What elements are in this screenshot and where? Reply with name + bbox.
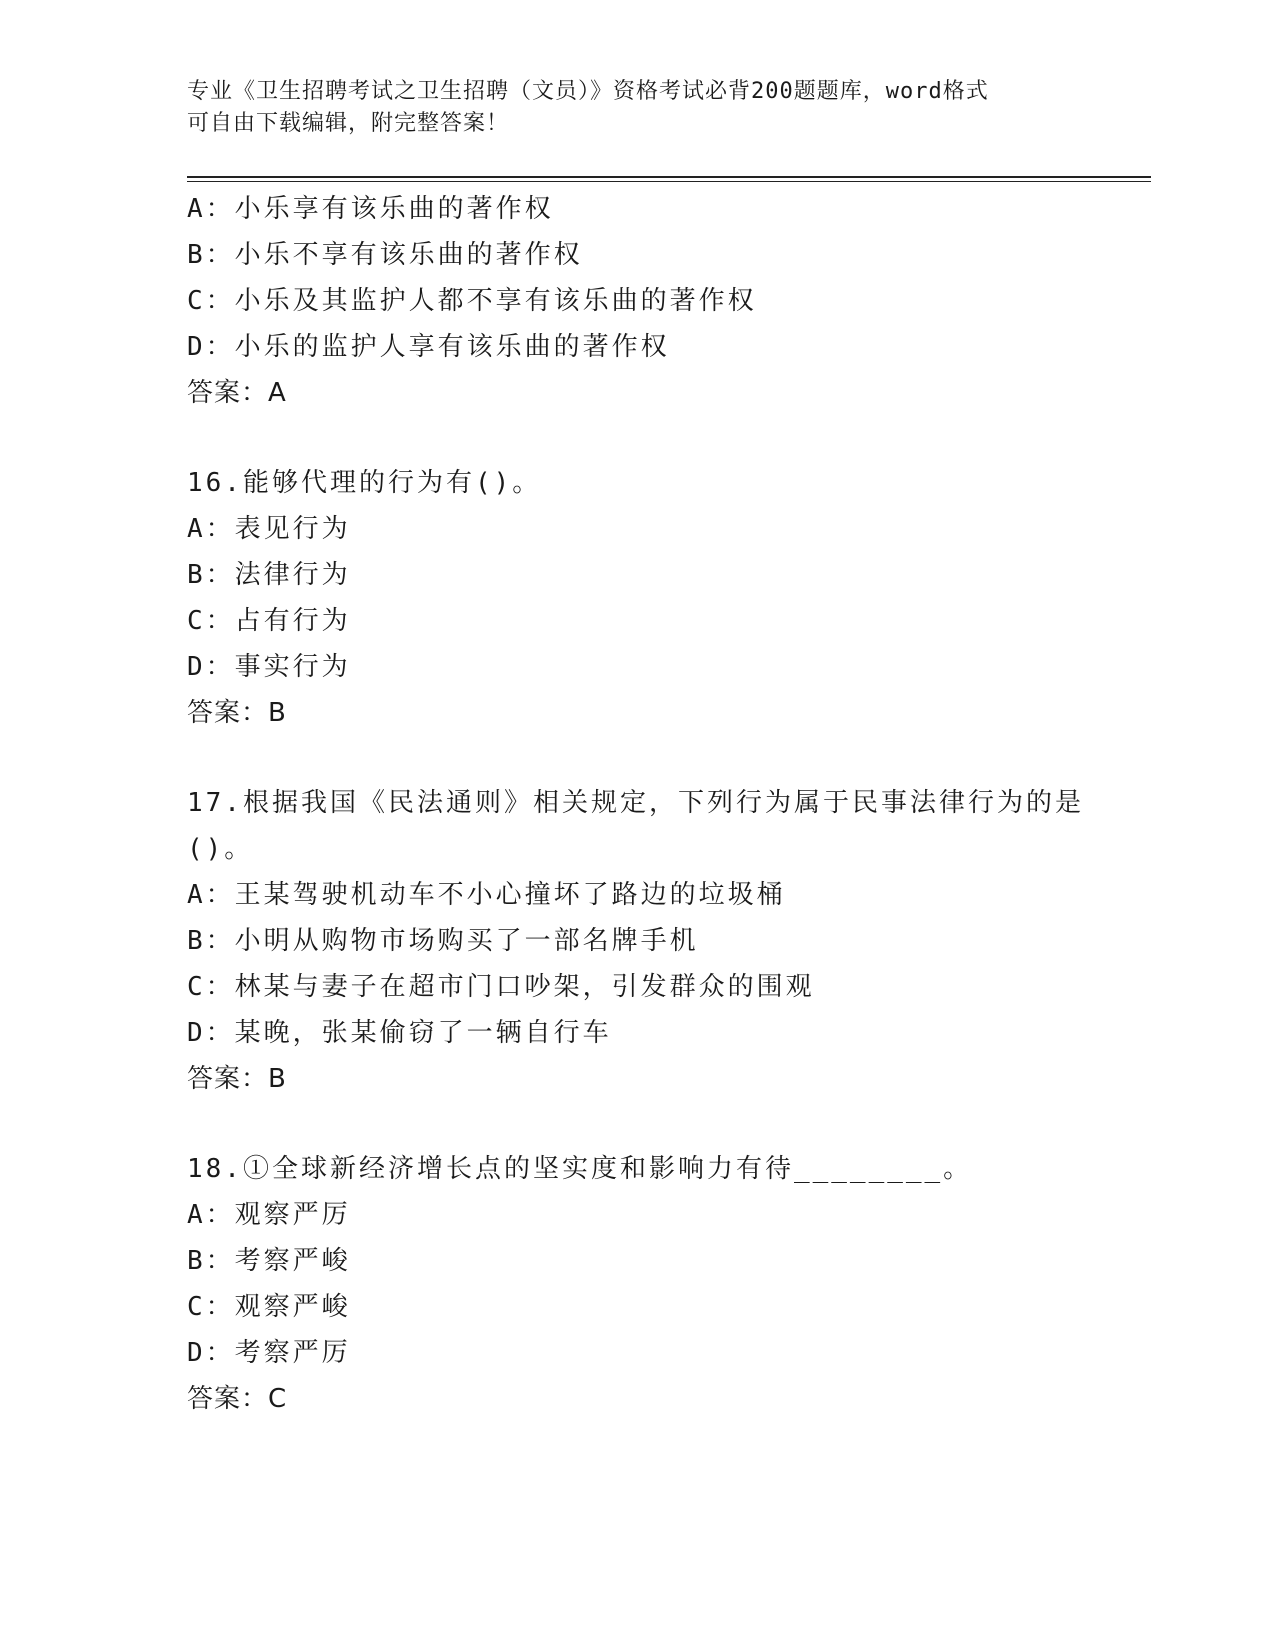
option-b: B：法律行为 — [187, 560, 351, 590]
option-d: D：考察严厉 — [187, 1338, 351, 1368]
question-text-line-2: ()。 — [187, 834, 254, 864]
option-c: C：林某与妻子在超市门口吵架，引发群众的围观 — [187, 972, 815, 1002]
option-d: D：某晚，张某偷窃了一辆自行车 — [187, 1018, 612, 1048]
option-a: A：观察严厉 — [187, 1200, 351, 1230]
answer-line: 答案：B — [187, 698, 287, 728]
question-text: 16.能够代理的行为有()。 — [187, 468, 542, 498]
answer-line: 答案：A — [187, 378, 287, 408]
spacer — [187, 1102, 1087, 1146]
option-b: B：考察严峻 — [187, 1246, 351, 1276]
option-a: A：表见行为 — [187, 514, 351, 544]
question-text: 18.①全球新经济增长点的坚实度和影响力有待________。 — [187, 1154, 973, 1184]
option-d: D：事实行为 — [187, 652, 351, 682]
option-b: B：小明从购物市场购买了一部名牌手机 — [187, 926, 699, 956]
header-title-line-2: 可自由下载编辑，附完整答案！ — [187, 111, 510, 136]
option-b: B：小乐不享有该乐曲的著作权 — [187, 240, 583, 270]
spacer — [187, 416, 1087, 460]
question-16 — [187, 460, 1087, 736]
question-text-line-1: 17.根据我国《民法通则》相关规定，下列行为属于民事法律行为的是 — [187, 788, 1084, 818]
document-header — [187, 76, 1087, 140]
header-divider-thick — [187, 176, 1151, 178]
header-title-line-1: 专业《卫生招聘考试之卫生招聘（文员）》资格考试必背200题题库，word格式 — [187, 79, 989, 104]
question-17 — [187, 780, 1087, 1102]
answer-line: 答案：B — [187, 1064, 287, 1094]
option-a: A：小乐享有该乐曲的著作权 — [187, 194, 554, 224]
answer-line: 答案：C — [187, 1384, 288, 1414]
option-a: A：王某驾驶机动车不小心撞坏了路边的垃圾桶 — [187, 880, 786, 910]
question-18 — [187, 1146, 1087, 1422]
option-c: C：小乐及其监护人都不享有该乐曲的著作权 — [187, 286, 757, 316]
header-divider-thin — [187, 181, 1151, 182]
option-d: D：小乐的监护人享有该乐曲的著作权 — [187, 332, 670, 362]
question-15 — [187, 186, 1087, 416]
question-list — [187, 186, 1087, 1422]
option-c: C：占有行为 — [187, 606, 351, 636]
spacer — [187, 736, 1087, 780]
option-c: C：观察严峻 — [187, 1292, 351, 1322]
